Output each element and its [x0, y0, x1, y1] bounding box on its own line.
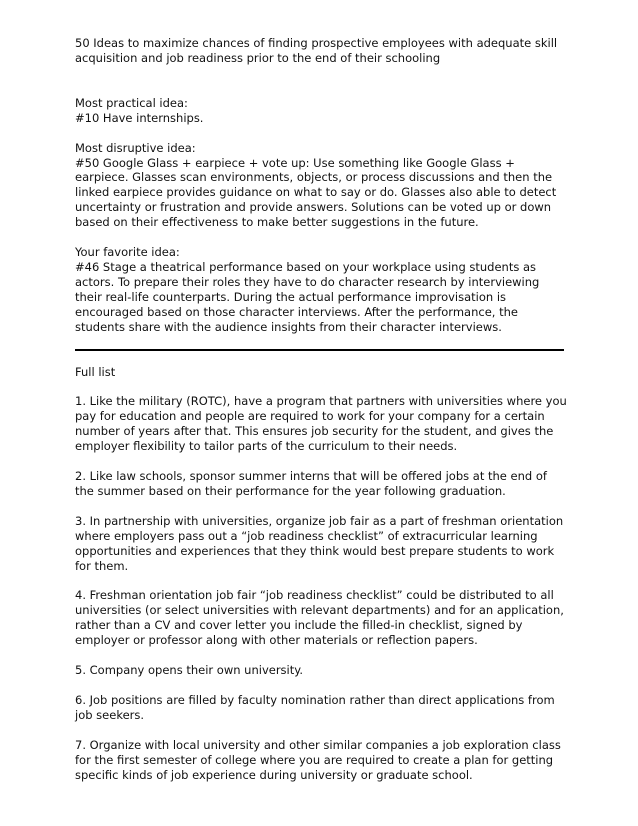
spacer	[75, 648, 567, 663]
full-list-heading: Full list	[75, 364, 116, 379]
list-item: 2. Like law schools, sponsor summer interns that will be offered jobs at the end of the summer based on their performance for the year following graduation.	[75, 469, 547, 498]
spacer	[75, 573, 567, 588]
spacer	[75, 454, 567, 469]
spacer	[75, 126, 567, 141]
favorite-text: #46 Stage a theatrical performance based on your workplace using students as actors. To prepare their roles they have to do character research by interviewing their real-life counterparts. During the actual performance improvisation is encouraged based on those character interviews. After the performance, the students share with the audience insights from their character interviews.	[75, 259, 540, 334]
list-item: 7. Organize with local university and other similar companies a job exploration class for the first semester of college where you are required to create a plan for getting specific kinds of job experience during university or graduate school.	[75, 737, 561, 782]
most-practical-label: Most practical idea:	[75, 95, 188, 110]
spacer	[75, 499, 567, 514]
spacer	[75, 230, 567, 245]
document-body	[75, 36, 567, 783]
list-item: 6. Job positions are filled by faculty nomination rather than direct applications from job seekers.	[75, 693, 555, 722]
favorite-label: Your favorite idea:	[75, 245, 180, 260]
list-item: 5. Company opens their own university.	[75, 663, 304, 678]
spacer	[75, 723, 567, 738]
spacer	[75, 335, 567, 349]
most-practical-text: #10 Have internships.	[75, 110, 204, 125]
spacer	[75, 379, 567, 394]
spacer	[75, 678, 567, 693]
list-item: 4. Freshman orientation job fair “job readiness checklist” could be distributed to all universities (or select universities with relevant departments) and for an application, rather than a CV and cover letter you include the filled-in checklist, signed by employer or professor along with other materials or reflection papers.	[75, 588, 564, 648]
list-item: 1. Like the military (ROTC), have a program that partners with universities where you pay for education and people are required to work for your company for a certain number of years after that. This ensures job security for the student, and gives the employer flexibility to tailor parts of the curriculum to their needs.	[75, 394, 567, 454]
most-disruptive-text: #50 Google Glass + earpiece + vote up: Use something like Google Glass + earpiece. Glasses scan environments, objects, or process discussions and then the linked earpiece provides guidance on what to say or do. Glasses also able to detect uncertainty or frustration and provide answers. Solutions can be voted up or down based on their effectiveness to make better suggestions in the future.	[75, 155, 557, 230]
most-disruptive-label: Most disruptive idea:	[75, 140, 196, 155]
list-item: 3. In partnership with universities, organize job fair as a part of freshman orientation where employers pass out a “job readiness checklist” of extracurricular learning opportunities and experiences that they think would best prepare students to work for them.	[75, 513, 564, 573]
document-title: 50 Ideas to maximize chances of finding prospective employees with adequate skill acquisition and job readiness prior to the end of their schooling	[75, 36, 558, 65]
spacer	[75, 66, 567, 96]
spacer	[75, 351, 567, 365]
